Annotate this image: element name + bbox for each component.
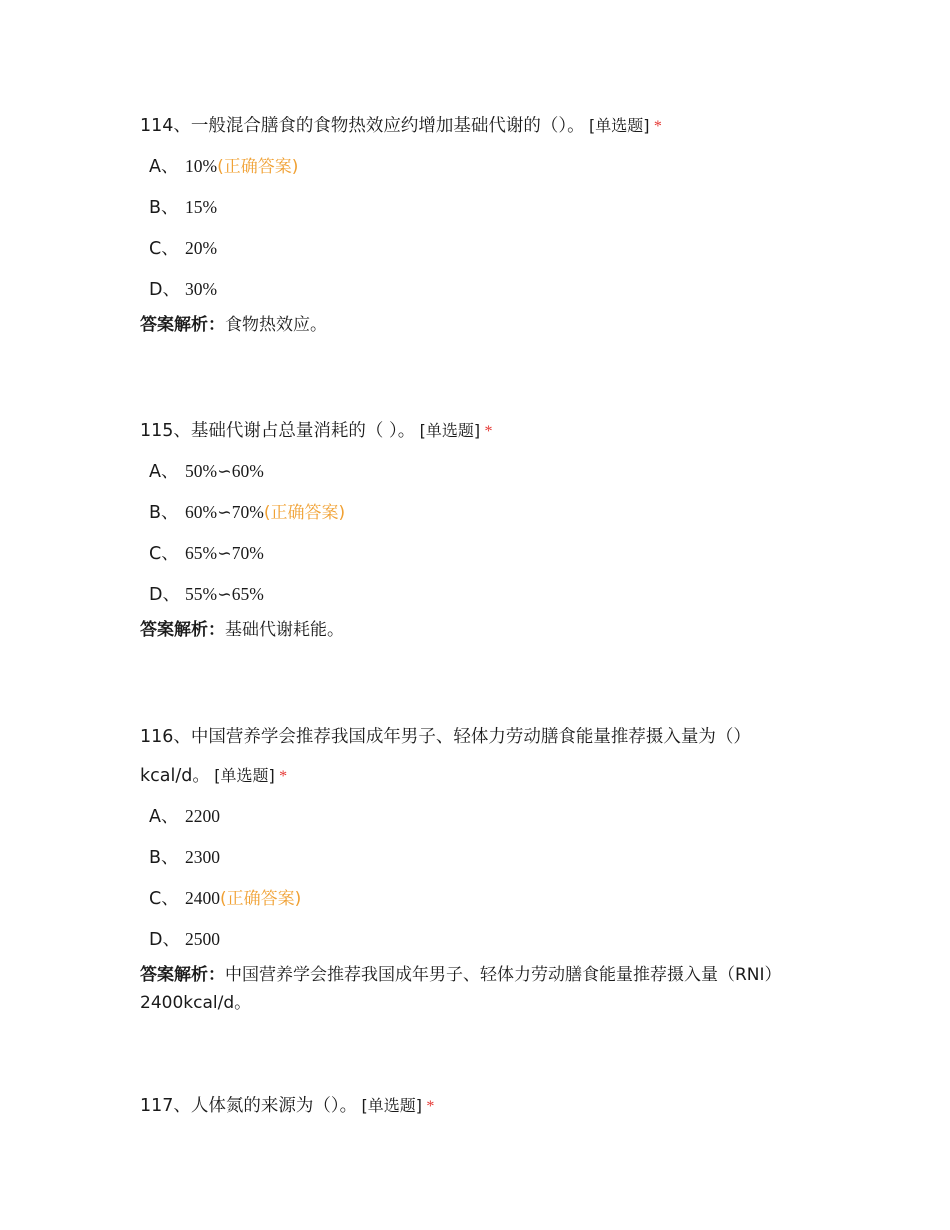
option-letter: D、 xyxy=(149,585,180,605)
question-type: [单选题] xyxy=(589,116,650,135)
question-title xyxy=(140,717,790,796)
question-116 xyxy=(140,717,790,1017)
option-text: 10% xyxy=(185,156,218,176)
correct-answer-mark: (正确答案) xyxy=(263,503,346,523)
option-text: 2200 xyxy=(185,806,220,826)
question-title xyxy=(140,411,790,451)
option-b xyxy=(140,837,790,878)
option-c xyxy=(140,533,790,574)
option-text: 2300 xyxy=(185,847,220,867)
option-letter: B、 xyxy=(149,848,179,868)
question-type: [单选题] xyxy=(419,421,481,440)
option-letter: D、 xyxy=(149,280,180,300)
answer-analysis xyxy=(140,961,790,1017)
analysis-label: 答案解析： xyxy=(140,315,225,335)
option-d xyxy=(140,919,790,960)
option-letter: C、 xyxy=(149,239,179,259)
option-letter: B、 xyxy=(149,198,179,218)
option-letter: A、 xyxy=(149,462,179,482)
option-letter: B、 xyxy=(149,503,179,523)
question-117 xyxy=(140,1086,790,1126)
option-text: 55%∽65% xyxy=(185,584,264,604)
answer-analysis xyxy=(140,311,790,339)
question-text: 114、一般混合膳食的食物热效应约增加基础代谢的（）。 xyxy=(140,116,585,136)
option-letter: C、 xyxy=(149,544,179,564)
question-title xyxy=(140,106,790,146)
option-text: 15% xyxy=(185,197,218,217)
question-text: 117、人体氮的来源为（）。 xyxy=(140,1096,358,1116)
option-letter: A、 xyxy=(149,807,179,827)
question-type: [单选题] xyxy=(214,766,275,785)
question-114 xyxy=(140,106,790,339)
option-text: 30% xyxy=(185,279,218,299)
question-title xyxy=(140,1086,790,1126)
option-text: 2500 xyxy=(185,929,220,949)
option-a xyxy=(140,146,790,187)
question-text: 115、基础代谢占总量消耗的（ ）。 xyxy=(140,421,416,441)
required-marker: * xyxy=(279,768,288,785)
required-marker: * xyxy=(653,118,662,135)
option-c xyxy=(140,878,790,919)
option-text: 65%∽70% xyxy=(185,543,264,563)
analysis-text: 中国营养学会推荐我国成年男子、轻体力劳动膳食能量推荐摄入量（RNI）2400kcal/d。 xyxy=(140,965,782,1013)
option-text: 2400 xyxy=(185,888,220,908)
correct-answer-mark: (正确答案) xyxy=(220,889,302,909)
option-c xyxy=(140,228,790,269)
option-d xyxy=(140,574,790,615)
option-a xyxy=(140,796,790,837)
option-letter: C、 xyxy=(149,889,179,909)
answer-analysis xyxy=(140,616,790,644)
option-text: 20% xyxy=(185,238,218,258)
correct-answer-mark: (正确答案) xyxy=(217,157,299,177)
question-115 xyxy=(140,411,790,644)
option-b xyxy=(140,492,790,533)
option-text: 50%∽60% xyxy=(185,461,264,481)
question-text: 116、中国营养学会推荐我国成年男子、轻体力劳动膳食能量推荐摄入量为（）kcal/d。 xyxy=(140,727,751,786)
option-letter: D、 xyxy=(149,930,180,950)
option-d xyxy=(140,269,790,310)
option-letter: A、 xyxy=(149,157,179,177)
analysis-label: 答案解析： xyxy=(140,965,225,985)
option-a xyxy=(140,451,790,492)
analysis-text: 食物热效应。 xyxy=(225,315,327,335)
required-marker: * xyxy=(484,423,493,440)
analysis-text: 基础代谢耗能。 xyxy=(225,620,344,640)
analysis-label: 答案解析： xyxy=(140,620,225,640)
required-marker: * xyxy=(426,1098,435,1115)
question-type: [单选题] xyxy=(361,1096,423,1115)
option-text: 60%∽70% xyxy=(185,502,264,522)
option-b xyxy=(140,187,790,228)
